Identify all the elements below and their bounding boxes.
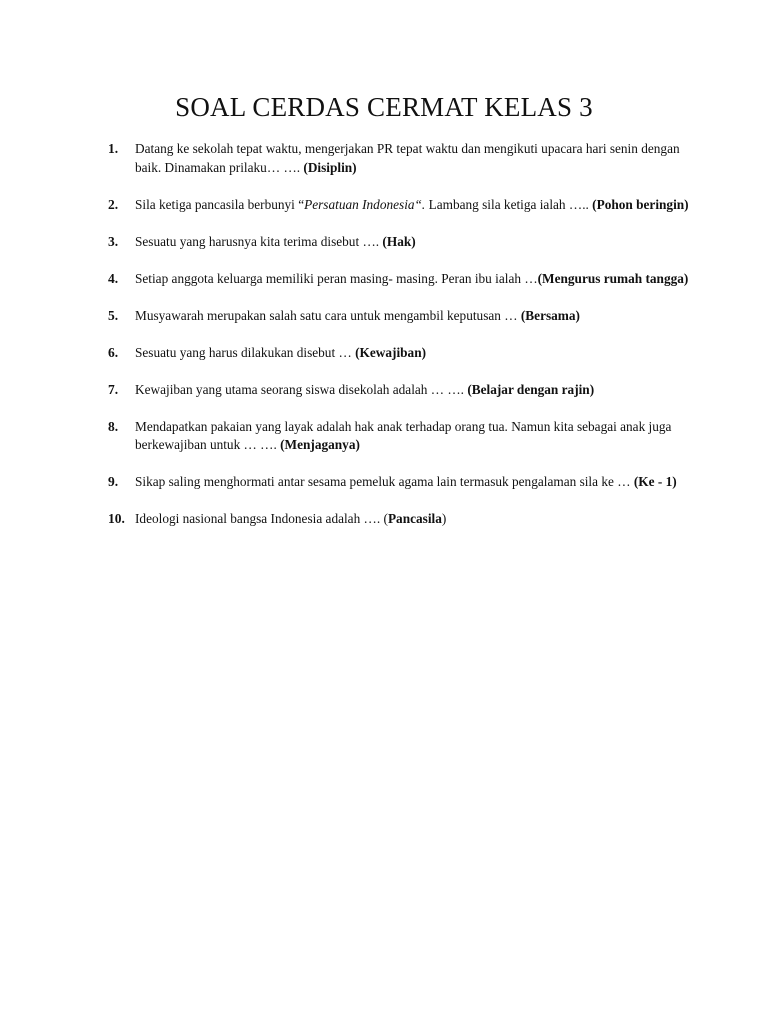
- question-text: Sila ketiga pancasila berbunyi “: [135, 196, 305, 212]
- question-text-after: ): [441, 511, 447, 526]
- question-text: Sikap saling menghormati antar sesama pemeluk agama lain termasuk pengalaman sila ke …: [135, 474, 634, 489]
- question-number: 10.: [108, 511, 125, 526]
- question-answer: (Belajar dengan rajin): [467, 381, 595, 397]
- question-answer: (Mengurus rumah tangga): [537, 270, 689, 286]
- question-answer: (Disiplin): [303, 159, 357, 175]
- question-number: 5.: [108, 307, 119, 323]
- question-number: 4.: [108, 270, 119, 286]
- question-item: [108, 270, 708, 289]
- question-item: [108, 307, 708, 326]
- question-number: 6.: [108, 344, 119, 360]
- question-list: [108, 140, 708, 547]
- question-text: Mendapatkan pakaian yang layak adalah hak anak terhadap orang tua. Namun kita sebagai anak juga berkewajiban untuk … ….: [135, 418, 672, 452]
- question-text: Setiap anggota keluarga memiliki peran masing- masing. Peran ibu ialah …: [135, 270, 538, 286]
- question-answer: (Hak): [382, 233, 416, 249]
- question-item: [108, 140, 708, 177]
- question-text: Ideologi nasional bangsa Indonesia adalah …. (: [135, 511, 388, 526]
- question-number: 9.: [108, 474, 119, 489]
- question-number: 1.: [108, 141, 119, 156]
- question-number: 3.: [108, 233, 119, 249]
- question-answer: (Pohon beringin): [592, 196, 689, 212]
- question-text-after: Lambang sila ketiga ialah …..: [425, 196, 593, 212]
- question-item: [108, 381, 708, 400]
- question-item: [108, 344, 708, 363]
- question-item: [108, 418, 708, 455]
- question-answer: Pancasila: [387, 511, 442, 526]
- question-number: 2.: [108, 196, 119, 212]
- question-text: Kewajiban yang utama seorang siswa disekolah adalah … ….: [135, 381, 468, 397]
- question-text: Datang ke sekolah tepat waktu, mengerjakan PR tepat waktu dan mengikuti upacara hari senin dengan baik. Dinamakan prilaku… ….: [135, 141, 680, 175]
- question-text: Musyawarah merupakan salah satu cara untuk mengambil keputusan …: [135, 307, 521, 323]
- question-item: [108, 473, 708, 492]
- question-answer: (Ke - 1): [633, 474, 677, 489]
- question-answer: (Bersama): [520, 307, 580, 323]
- question-answer: (Menjaganya): [280, 437, 360, 452]
- question-item: [108, 233, 708, 252]
- question-item: [108, 510, 708, 529]
- page-title: SOAL CERDAS CERMAT KELAS 3: [175, 92, 593, 122]
- question-text: Sesuatu yang harusnya kita terima disebut ….: [135, 233, 383, 249]
- question-answer: (Kewajiban): [355, 344, 427, 360]
- question-text: Sesuatu yang harus dilakukan disebut …: [135, 344, 356, 360]
- question-item: [108, 196, 708, 215]
- question-quote: Persatuan Indonesia“.: [304, 196, 426, 212]
- question-number: 8.: [108, 418, 119, 434]
- question-number: 7.: [108, 381, 119, 397]
